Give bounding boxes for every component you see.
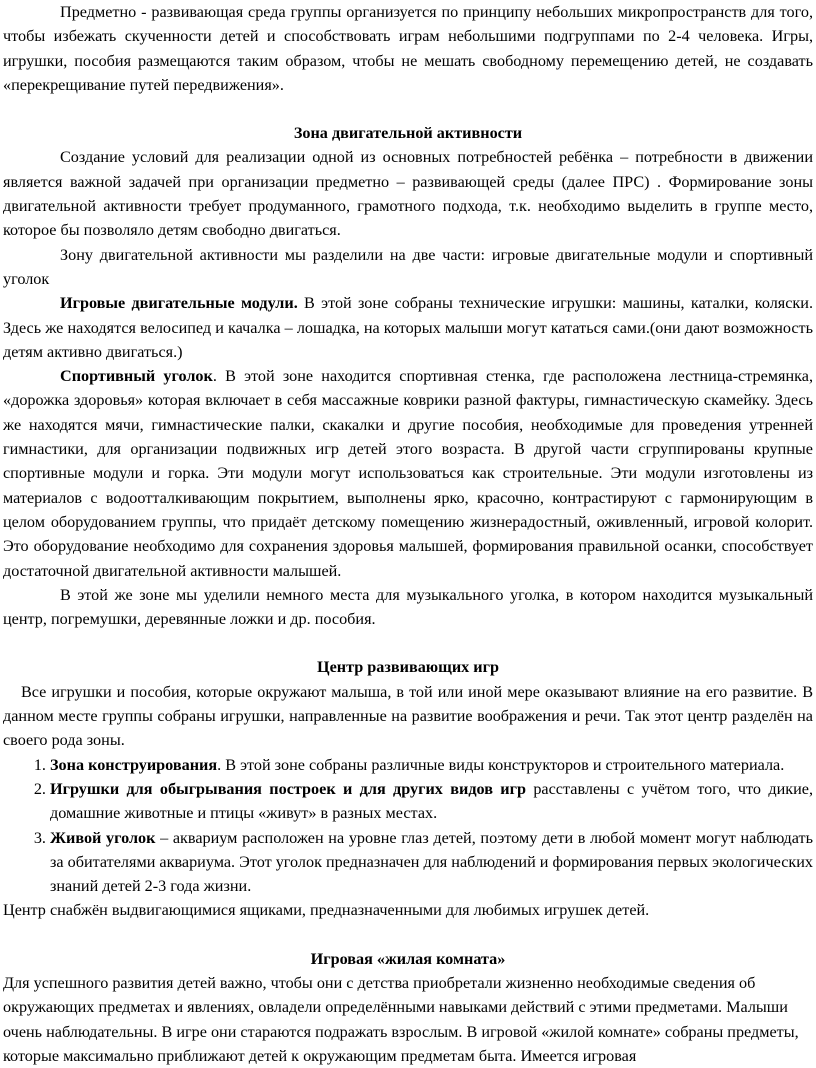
list-item-text: . В этой зоне собраны различные виды конструкторов и строительного материала. bbox=[217, 755, 785, 774]
list-item-title: Живой уголок bbox=[50, 828, 156, 847]
games-center-closing: Центр снабжён выдвигающимися ящиками, предназначенными для любимых игрушек детей. bbox=[3, 901, 650, 920]
sport-corner-text: . В этой зоне находится спортивная стенка, где расположена лестница-стремянка, «дорожка здоровья» которая включает в себя массажные коврики разной фактуры, гимнастическую скамейку. Здесь же находятся мячи, гимнастические палки, скакалки и другие пособия, необходимые для проведения утренней гимнастики, для организации подвижных игр детей этого возраста. В другой части сгруппированы крупные спортивные модули и горка. Эти модули могут использоваться как строительные. Эти модули изготовлены из материалов с водоотталкивающим покрытием, выполнены ярко, красочно, контрастируют с гармонирующим в целом оборудованием группы, что придаёт детскому помещению жизнерадостный, оживленный, игровой колорит. Это оборудование необходимо для сохранения здоровья малышей, формирования правильной осанки, способствует достаточной двигательной активности малышей. bbox=[3, 367, 813, 580]
motor-modules-text: В этой зоне собраны технические игрушки: машины, каталки, коляски. Здесь же находятся велосипед и качалка – лошадка, на которых малыши могут кататься сами.(они дают возможность детям активно двигаться.) bbox=[3, 294, 813, 361]
living-room-heading: Игровая «жилая комната» bbox=[310, 949, 506, 968]
games-center-list bbox=[3, 753, 813, 899]
list-item bbox=[50, 753, 813, 777]
list-item-text: – аквариум расположен на уровне глаз детей, поэтому дети в любой момент могут наблюдать за обитателями аквариума. Этот уголок предназначен для наблюдений и формирования первых экологических знаний детей 2-3 года жизни. bbox=[50, 828, 814, 896]
games-center-intro: Все игрушки и пособия, которые окружают малыша, в той или иной мере оказывают влияние на его развитие. В данном месте группы собраны игрушки, направленные на развитие воображения и речи. Так этот центр разделён на своего рода зоны. bbox=[3, 682, 813, 750]
sport-corner-title: Спортивный уголок bbox=[60, 367, 213, 386]
intro-paragraph: Предметно - развивающая среда группы организуется по принципу небольших микропространств для того, чтобы избежать скученности детей и способствовать играм небольшими подгруппами по 2-4 человека. Игры, игрушки, пособия размещаются таким образом, чтобы не мешать свободному перемещению детей, не создавать «перекрещивание путей передвижения». bbox=[3, 3, 813, 94]
motor-zone-heading: Зона двигательной активности bbox=[293, 124, 523, 143]
motor-zone-paragraph-1: Создание условий для реализации одной из основных потребностей ребёнка – потребности в движении является важной задачей при организации предметно – развивающей среды (далее ПРС) . Формирование зоны двигательной активности требует продуманного, грамотного подхода, т.к. необходимо выделить в группе место, которое бы позволяло детям свободно двигаться. bbox=[3, 148, 813, 240]
motor-modules-paragraph bbox=[3, 291, 813, 364]
list-item-title: Зона конструирования bbox=[50, 755, 218, 774]
music-corner-paragraph: В этой же зоне мы уделили немного места для музыкального уголка, в котором находится музыкальный центр, погремушки, деревянные ложки и др. пособия. bbox=[3, 585, 813, 629]
games-center-heading: Центр развивающих игр bbox=[317, 658, 499, 677]
list-item bbox=[50, 826, 813, 899]
list-item-text: расставлены с учётом того, что дикие, домашние животные и птицы «живут» в разных местах. bbox=[50, 779, 814, 823]
motor-modules-title: Игровые двигательные модули. bbox=[60, 294, 298, 313]
living-room-paragraph: Для успешного развития детей важно, чтобы они с детства приобретали жизненно необходимые сведения об окружающих предметах и явлениях, овладели определёнными навыками действий с этими предметами. Малыши очень наблюдательны. В игре они стараются подражать взрослым. В игровой «жилой комнате» собраны предметы, которые максимально приближают детей к окружающим предметам быта. Имеется игровая bbox=[3, 973, 799, 1065]
sport-corner-paragraph bbox=[3, 364, 813, 583]
motor-zone-paragraph-2: Зону двигательной активности мы разделили на две части: игровые двигательные модули и спортивный уголок bbox=[3, 245, 813, 288]
list-item bbox=[50, 777, 813, 826]
list-item-title: Игрушки для обыгрывания построек и для других видов игр bbox=[50, 779, 526, 798]
